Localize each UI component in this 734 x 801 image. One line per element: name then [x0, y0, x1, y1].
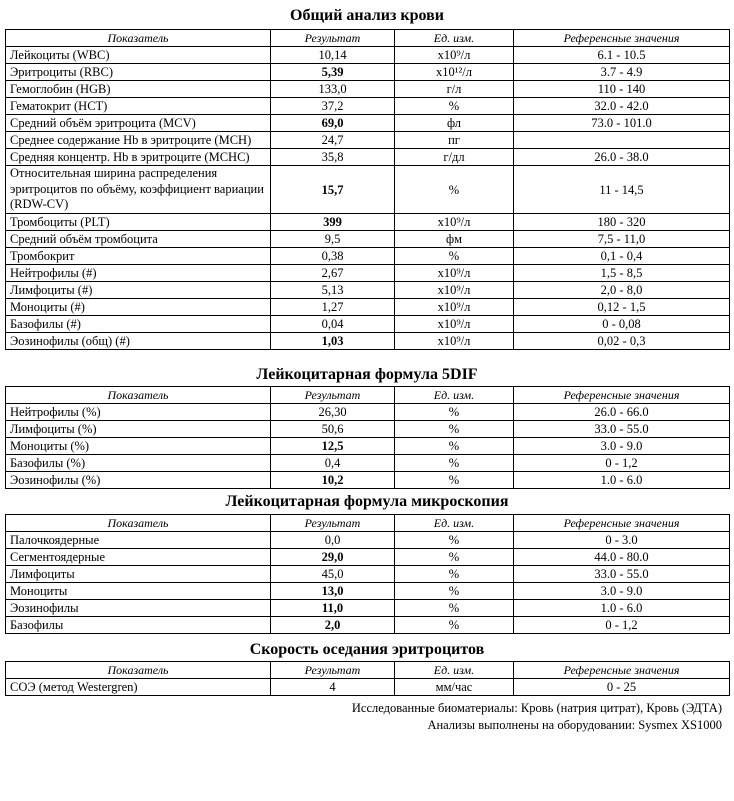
- row-name: Среднее содержание Hb в эритроците (MCH): [6, 132, 271, 149]
- row-unit: %: [395, 617, 514, 634]
- footer-biomaterials: Исследованные биоматериалы: Кровь (натрия цитрат), Кровь (ЭДТА): [351, 701, 722, 715]
- table-row: [6, 404, 730, 421]
- row-ref: 1.0 - 6.0: [514, 600, 730, 617]
- row-name: Лейкоциты (WBC): [6, 47, 271, 64]
- table-row: [6, 81, 730, 98]
- row-unit: г/дл: [395, 149, 514, 166]
- header-result: Результат: [271, 662, 395, 679]
- table-row: [6, 299, 730, 316]
- row-result: 11,0: [271, 600, 395, 617]
- table-row: [6, 472, 730, 489]
- row-name: Гемоглобин (HGB): [6, 81, 271, 98]
- row-ref: 1,5 - 8,5: [514, 265, 730, 282]
- row-name: Средний объём эритроцита (MCV): [6, 115, 271, 132]
- row-unit: %: [395, 600, 514, 617]
- row-ref: 0,02 - 0,3: [514, 333, 730, 350]
- table-row: [6, 583, 730, 600]
- row-result: 399: [271, 214, 395, 231]
- row-unit: x10⁹/л: [395, 299, 514, 316]
- row-ref: 3.0 - 9.0: [514, 438, 730, 455]
- row-unit: x10⁹/л: [395, 333, 514, 350]
- row-name: Эозинофилы (общ) (#): [6, 333, 271, 350]
- row-result: 10,14: [271, 47, 395, 64]
- table-row: [6, 98, 730, 115]
- row-result: 24,7: [271, 132, 395, 149]
- 5dif-table: [5, 386, 730, 489]
- row-unit: %: [395, 472, 514, 489]
- row-name: Тромбоциты (PLT): [6, 214, 271, 231]
- table-row: [6, 282, 730, 299]
- row-ref: 0 - 1,2: [514, 617, 730, 634]
- row-unit: фл: [395, 115, 514, 132]
- table-row: [6, 64, 730, 81]
- row-name: Средний объём тромбоцита: [6, 231, 271, 248]
- row-result: 5,13: [271, 282, 395, 299]
- row-result: 2,67: [271, 265, 395, 282]
- header-result: Результат: [271, 515, 395, 532]
- row-unit: x10⁹/л: [395, 316, 514, 333]
- table-row: [6, 265, 730, 282]
- row-unit: x10⁹/л: [395, 214, 514, 231]
- row-unit: г/л: [395, 81, 514, 98]
- row-name: Базофилы (%): [6, 455, 271, 472]
- row-ref: 0 - 25: [514, 679, 730, 696]
- header-unit: Ед. изм.: [395, 30, 514, 47]
- row-result: 15,7: [271, 166, 395, 214]
- row-ref: 0 - 1,2: [514, 455, 730, 472]
- header-name: Показатель: [6, 30, 271, 47]
- table-row: [6, 248, 730, 265]
- row-unit: %: [395, 549, 514, 566]
- row-ref: 2,0 - 8,0: [514, 282, 730, 299]
- microscopy-table: [5, 514, 730, 634]
- row-unit: %: [395, 532, 514, 549]
- row-ref: 0 - 3.0: [514, 532, 730, 549]
- row-ref: 32.0 - 42.0: [514, 98, 730, 115]
- row-result: 5,39: [271, 64, 395, 81]
- table-header-row: [6, 515, 730, 532]
- row-name: Эозинофилы (%): [6, 472, 271, 489]
- row-name: Нейтрофилы (#): [6, 265, 271, 282]
- row-result: 2,0: [271, 617, 395, 634]
- row-result: 12,5: [271, 438, 395, 455]
- row-name: Базофилы: [6, 617, 271, 634]
- table-row: [6, 132, 730, 149]
- table-row: [6, 214, 730, 231]
- header-result: Результат: [271, 387, 395, 404]
- row-ref: [514, 132, 730, 149]
- row-ref: 26.0 - 66.0: [514, 404, 730, 421]
- row-unit: x10⁹/л: [395, 265, 514, 282]
- row-name: Относительная ширина распределения эритроцитов по объёму, коэффициент вариации (RDW-CV): [6, 166, 271, 214]
- table-row: [6, 679, 730, 696]
- row-unit: %: [395, 421, 514, 438]
- row-name: Сегментоядерные: [6, 549, 271, 566]
- row-unit: %: [395, 404, 514, 421]
- table-row: [6, 617, 730, 634]
- header-ref: Референсные значения: [514, 515, 730, 532]
- table-row: [6, 600, 730, 617]
- row-result: 26,30: [271, 404, 395, 421]
- table-row: [6, 333, 730, 350]
- table-row: [6, 532, 730, 549]
- row-result: 0,38: [271, 248, 395, 265]
- table-row: [6, 455, 730, 472]
- row-name: Базофилы (#): [6, 316, 271, 333]
- table-row: [6, 231, 730, 248]
- row-result: 35,8: [271, 149, 395, 166]
- row-name: Средняя концентр. Hb в эритроците (MCHC): [6, 149, 271, 166]
- row-unit: %: [395, 583, 514, 600]
- section-title-microscopy: Лейкоцитарная формула микроскопия: [225, 493, 509, 510]
- esr-table: [5, 661, 730, 696]
- row-ref: 33.0 - 55.0: [514, 421, 730, 438]
- row-result: 1,03: [271, 333, 395, 350]
- row-name: Лимфоциты (%): [6, 421, 271, 438]
- row-name: Эозинофилы: [6, 600, 271, 617]
- row-unit: %: [395, 566, 514, 583]
- row-unit: %: [395, 455, 514, 472]
- row-result: 29,0: [271, 549, 395, 566]
- section-title-cbc: Общий анализ крови: [290, 7, 444, 24]
- footer-equipment: Анализы выполнены на оборудовании: Sysmex XS1000: [427, 718, 722, 732]
- row-unit: x10¹²/л: [395, 64, 514, 81]
- table-row: [6, 115, 730, 132]
- row-ref: 26.0 - 38.0: [514, 149, 730, 166]
- section-title-esr: Скорость оседания эритроцитов: [249, 641, 485, 658]
- row-name: Эритроциты (RBC): [6, 64, 271, 81]
- row-ref: 1.0 - 6.0: [514, 472, 730, 489]
- section-title-5dif: Лейкоцитарная формула 5DIF: [256, 366, 478, 383]
- header-unit: Ед. изм.: [395, 662, 514, 679]
- cbc-table: [5, 29, 730, 350]
- row-ref: 0 - 0,08: [514, 316, 730, 333]
- table-row: [6, 166, 730, 214]
- row-unit: пг: [395, 132, 514, 149]
- row-name: Моноциты (%): [6, 438, 271, 455]
- row-name: Лимфоциты: [6, 566, 271, 583]
- row-result: 50,6: [271, 421, 395, 438]
- row-result: 133,0: [271, 81, 395, 98]
- row-result: 0,04: [271, 316, 395, 333]
- table-row: [6, 47, 730, 64]
- table-header-row: [6, 387, 730, 404]
- header-unit: Ед. изм.: [395, 387, 514, 404]
- table-row: [6, 316, 730, 333]
- table-row: [6, 421, 730, 438]
- row-name: Лимфоциты (#): [6, 282, 271, 299]
- header-name: Показатель: [6, 662, 271, 679]
- row-result: 0,4: [271, 455, 395, 472]
- row-name: Гематокрит (HCT): [6, 98, 271, 115]
- row-name: Палочкоядерные: [6, 532, 271, 549]
- row-ref: 110 - 140: [514, 81, 730, 98]
- row-name: Тромбокрит: [6, 248, 271, 265]
- header-unit: Ед. изм.: [395, 515, 514, 532]
- row-name: Нейтрофилы (%): [6, 404, 271, 421]
- row-name: Моноциты: [6, 583, 271, 600]
- header-ref: Референсные значения: [514, 387, 730, 404]
- row-ref: 44.0 - 80.0: [514, 549, 730, 566]
- row-ref: 3.0 - 9.0: [514, 583, 730, 600]
- row-unit: %: [395, 98, 514, 115]
- row-result: 69,0: [271, 115, 395, 132]
- row-name: Моноциты (#): [6, 299, 271, 316]
- row-result: 10,2: [271, 472, 395, 489]
- row-ref: 6.1 - 10.5: [514, 47, 730, 64]
- header-ref: Референсные значения: [514, 662, 730, 679]
- row-ref: 180 - 320: [514, 214, 730, 231]
- table-row: [6, 149, 730, 166]
- row-unit: %: [395, 438, 514, 455]
- row-result: 37,2: [271, 98, 395, 115]
- row-unit: x10⁹/л: [395, 47, 514, 64]
- row-unit: x10⁹/л: [395, 282, 514, 299]
- header-name: Показатель: [6, 387, 271, 404]
- row-ref: 7,5 - 11,0: [514, 231, 730, 248]
- header-ref: Референсные значения: [514, 30, 730, 47]
- row-ref: 0,1 - 0,4: [514, 248, 730, 265]
- row-unit: мм/час: [395, 679, 514, 696]
- table-header-row: [6, 662, 730, 679]
- row-result: 9,5: [271, 231, 395, 248]
- row-ref: 33.0 - 55.0: [514, 566, 730, 583]
- row-name: СОЭ (метод Westergren): [6, 679, 271, 696]
- header-name: Показатель: [6, 515, 271, 532]
- row-ref: 73.0 - 101.0: [514, 115, 730, 132]
- table-row: [6, 566, 730, 583]
- table-row: [6, 549, 730, 566]
- row-unit: %: [395, 166, 514, 214]
- row-unit: %: [395, 248, 514, 265]
- row-ref: 0,12 - 1,5: [514, 299, 730, 316]
- row-result: 13,0: [271, 583, 395, 600]
- row-ref: 3.7 - 4.9: [514, 64, 730, 81]
- table-row: [6, 438, 730, 455]
- row-result: 4: [271, 679, 395, 696]
- row-result: 0,0: [271, 532, 395, 549]
- row-unit: фм: [395, 231, 514, 248]
- row-ref: 11 - 14,5: [514, 166, 730, 214]
- table-header-row: [6, 30, 730, 47]
- row-result: 45,0: [271, 566, 395, 583]
- header-result: Результат: [271, 30, 395, 47]
- row-result: 1,27: [271, 299, 395, 316]
